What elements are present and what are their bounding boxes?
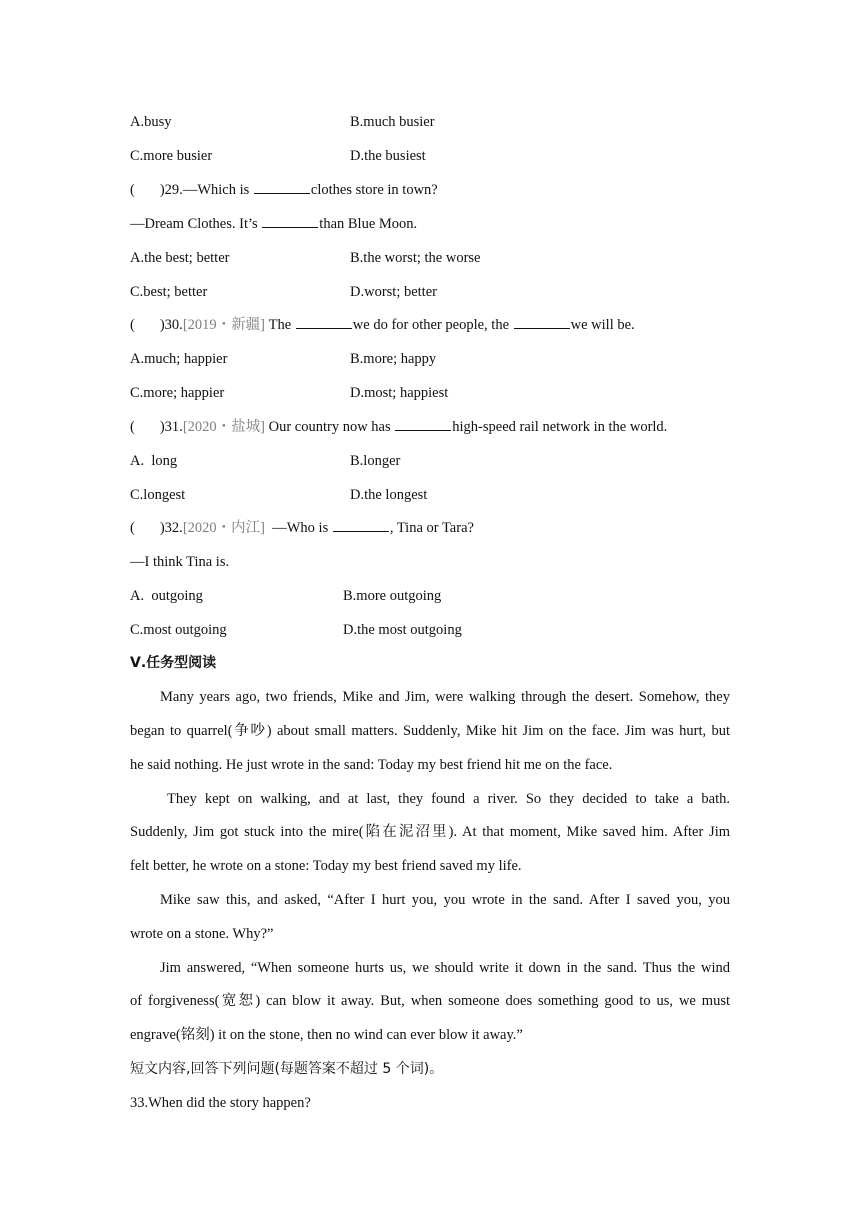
question-stem-end: , Tina or Tara? [389,520,474,536]
question-stem-end: high-speed rail network in the world. [452,419,668,435]
option-c: C.longest [130,487,186,503]
passage-line: Mike saw this, and asked, “After I hurt you, you wrote in the sand. After I saved you, you [160,892,730,908]
question-stem-end: we will be. [570,317,635,333]
option-d: D.most; happiest [350,385,449,401]
question-32 [130,519,474,537]
question-stem: —Who is [264,520,332,536]
question-33: 33.When did the story happen? [130,1095,311,1111]
question-stem: Our country now has [264,419,395,435]
passage-line: Jim answered, “When someone hurts us, we should write it down in the sand. Thus the wind [160,960,730,976]
question-30 [130,316,635,334]
question-number: )29. [159,182,183,198]
passage-line: of forgiveness(宽恕) can blow it away. But, when someone does something good to us, we must [130,993,730,1009]
passage-line: Many years ago, two friends, Mike and Jim, were walking through the desert. Somehow, they [160,689,730,705]
passage-line: began to quarrel(争吵) about small matters. Suddenly, Mike hit Jim on the face. Jim was hurt, but [130,723,730,739]
option-b: B.longer [350,453,401,469]
blank-line [262,215,318,228]
option-b: B.more; happy [350,351,437,367]
question-source: [2020・盐城] [182,419,265,435]
question-number: )32. [159,520,183,536]
answer-paren-open: ( [130,317,135,333]
passage-line: wrote on a stone. Why?” [130,926,274,942]
option-d: D.worst; better [350,284,437,300]
option-c: C.best; better [130,284,208,300]
option-c: C.most outgoing [130,622,227,638]
option-a: A. long [130,453,178,469]
question-number: )30. [159,317,183,333]
passage-line: he said nothing. He just wrote in the sand: Today my best friend hit me on the face. [130,757,613,773]
question-stem-end: clothes store in town? [310,182,438,198]
answer-paren-open: ( [130,182,135,198]
question-stem: The [264,317,295,333]
answer-paren-open: ( [130,520,135,536]
option-a: A. outgoing [130,588,203,604]
answer-paren-open: ( [130,419,135,435]
option-b: B.the worst; the worse [350,250,481,266]
passage-line: They kept on walking, and at last, they found a river. So they decided to take a bath. [167,791,730,807]
option-a: A.busy [130,114,172,130]
option-a: A.much; happier [130,351,228,367]
option-b: B.more outgoing [343,588,442,604]
option-d: D.the most outgoing [343,622,462,638]
instruction-text: 短文内容,回答下列问题(每题答案不超过 5 个词)。 [130,1061,444,1077]
blank-line [514,316,570,329]
option-b: B.much busier [350,114,435,130]
blank-line [333,519,389,532]
question-stem-mid: we do for other people, the [352,317,513,333]
blank-line [254,181,310,194]
question-31 [130,418,667,436]
passage-line: Suddenly, Jim got stuck into the mire(陷在泥沼里). At that moment, Mike saved him. After Jim [130,824,730,840]
blank-line [395,418,451,431]
option-c: C.more busier [130,148,213,164]
option-d: D.the busiest [350,148,426,164]
option-d: D.the longest [350,487,428,503]
option-c: C.more; happier [130,385,225,401]
reply-start: —Dream Clothes. It’s [130,216,262,232]
question-29 [130,181,438,199]
section-heading: Ⅴ.任务型阅读 [130,655,217,671]
question-29-reply [130,215,417,233]
question-stem: —Which is [182,182,253,198]
question-source: [2019・新疆] [182,317,265,333]
question-32-reply: —I think Tina is. [130,554,230,570]
option-a: A.the best; better [130,250,230,266]
passage-line: felt better, he wrote on a stone: Today my best friend saved my life. [130,858,522,874]
question-number: )31. [159,419,183,435]
reply-end: than Blue Moon. [319,216,418,232]
blank-line [296,316,352,329]
question-source: [2020・内江] [182,520,265,536]
passage-line: engrave(铭刻) it on the stone, then no wind can ever blow it away.” [130,1027,523,1043]
